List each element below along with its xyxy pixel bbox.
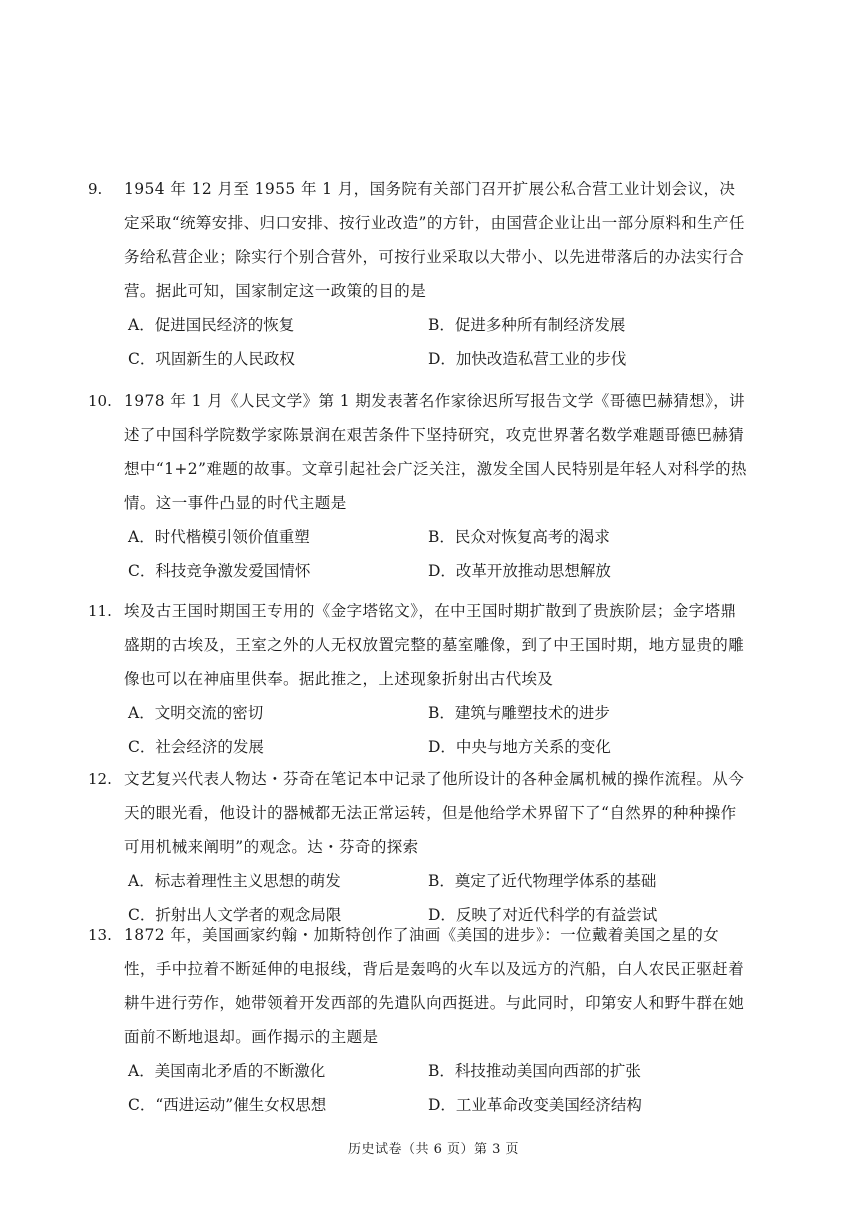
option-a: A．标志着理性主义思想的萌发 xyxy=(128,872,341,890)
question-11 xyxy=(88,594,748,764)
question-number: 9. xyxy=(88,180,103,198)
option-b: B．科技推动美国向西部的扩张 xyxy=(428,1062,641,1080)
option-c: C．“西进运动”催生女权思想 xyxy=(128,1096,327,1114)
question-stem: 文艺复兴代表人物达・芬奇在笔记本中记录了他所设计的各种金属机械的操作流程。从今天的眼光看，他设计的器械都无法正常运转，但是他给学术界留下了“自然界的种种操作可用机械来阐明”的观念。达・芬奇的探索 xyxy=(124,770,745,856)
question-stem: 1872 年，美国画家约翰・加斯特创作了油画《美国的进步》：一位戴着美国之星的女性，手中拉着不断延伸的电报线，背后是轰鸣的火车以及远方的汽船，白人农民正驱赶着耕牛进行劳作，她带领着开发西部的先遣队向西挺进。与此同时，印第安人和野牛群在她面前不断地退却。画作揭示的主题是 xyxy=(124,926,745,1046)
option-a: A．促进国民经济的恢复 xyxy=(128,316,295,334)
question-9 xyxy=(88,172,748,376)
question-number: 12. xyxy=(88,770,112,788)
option-a: A．美国南北矛盾的不断激化 xyxy=(128,1062,326,1080)
option-b: B．民众对恢复高考的渴求 xyxy=(428,528,610,546)
question-number: 11. xyxy=(88,602,112,620)
question-number: 13. xyxy=(88,926,112,944)
question-12 xyxy=(88,762,748,932)
option-d: D．工业革命改变美国经济结构 xyxy=(428,1096,642,1114)
question-stem: 1954 年 12 月至 1955 年 1 月，国务院有关部门召开扩展公私合营工业计划会议，决定采取“统筹安排、归口安排、按行业改造”的方针，由国营企业让出一部分原料和生产任务给私营企业；除实行个别合营外，可按行业采取以大带小、以先进带落后的办法实行合营。据此可知，国家制定这一政策的目的是 xyxy=(124,180,745,300)
question-number: 10. xyxy=(88,392,112,410)
option-b: B．奠定了近代物理学体系的基础 xyxy=(428,872,657,890)
option-a: A．文明交流的密切 xyxy=(128,704,264,722)
question-13 xyxy=(88,918,748,1122)
option-c: C．社会经济的发展 xyxy=(128,738,264,756)
options xyxy=(128,1054,748,1122)
option-c: C．折射出人文学者的观念局限 xyxy=(128,906,342,924)
option-a: A．时代楷模引领价值重塑 xyxy=(128,528,310,546)
page-footer: 历史试卷（共 6 页）第 3 页 xyxy=(347,1142,520,1157)
option-d: D．加快改造私营工业的步伐 xyxy=(428,350,627,368)
option-c: C．科技竞争激发爱国情怀 xyxy=(128,562,311,580)
question-10 xyxy=(88,384,748,588)
option-d: D．反映了对近代科学的有益尝试 xyxy=(428,906,658,924)
option-b: B．促进多种所有制经济发展 xyxy=(428,316,626,334)
question-stem: 1978 年 1 月《人民文学》第 1 期发表著名作家徐迟所写报告文学《哥德巴赫猜想》，讲述了中国科学院数学家陈景润在艰苦条件下坚持研究，攻克世界著名数学难题哥德巴赫猜想中“1+2”难题的故事。文章引起社会广泛关注，激发全国人民特别是年轻人对科学的热情。这一事件凸显的时代主题是 xyxy=(124,392,747,512)
option-c: C．巩固新生的人民政权 xyxy=(128,350,295,368)
options xyxy=(128,696,748,764)
option-b: B．建筑与雕塑技术的进步 xyxy=(428,704,610,722)
option-d: D．中央与地方关系的变化 xyxy=(428,738,611,756)
options xyxy=(128,520,748,588)
options xyxy=(128,308,748,376)
question-stem: 埃及古王国时期国王专用的《金字塔铭文》，在中王国时期扩散到了贵族阶层；金字塔鼎盛期的古埃及，王室之外的人无权放置完整的墓室雕像，到了中王国时期，地方显贵的雕像也可以在神庙里供奉。据此推之，上述现象折射出古代埃及 xyxy=(124,602,745,688)
option-d: D．改革开放推动思想解放 xyxy=(428,562,611,580)
